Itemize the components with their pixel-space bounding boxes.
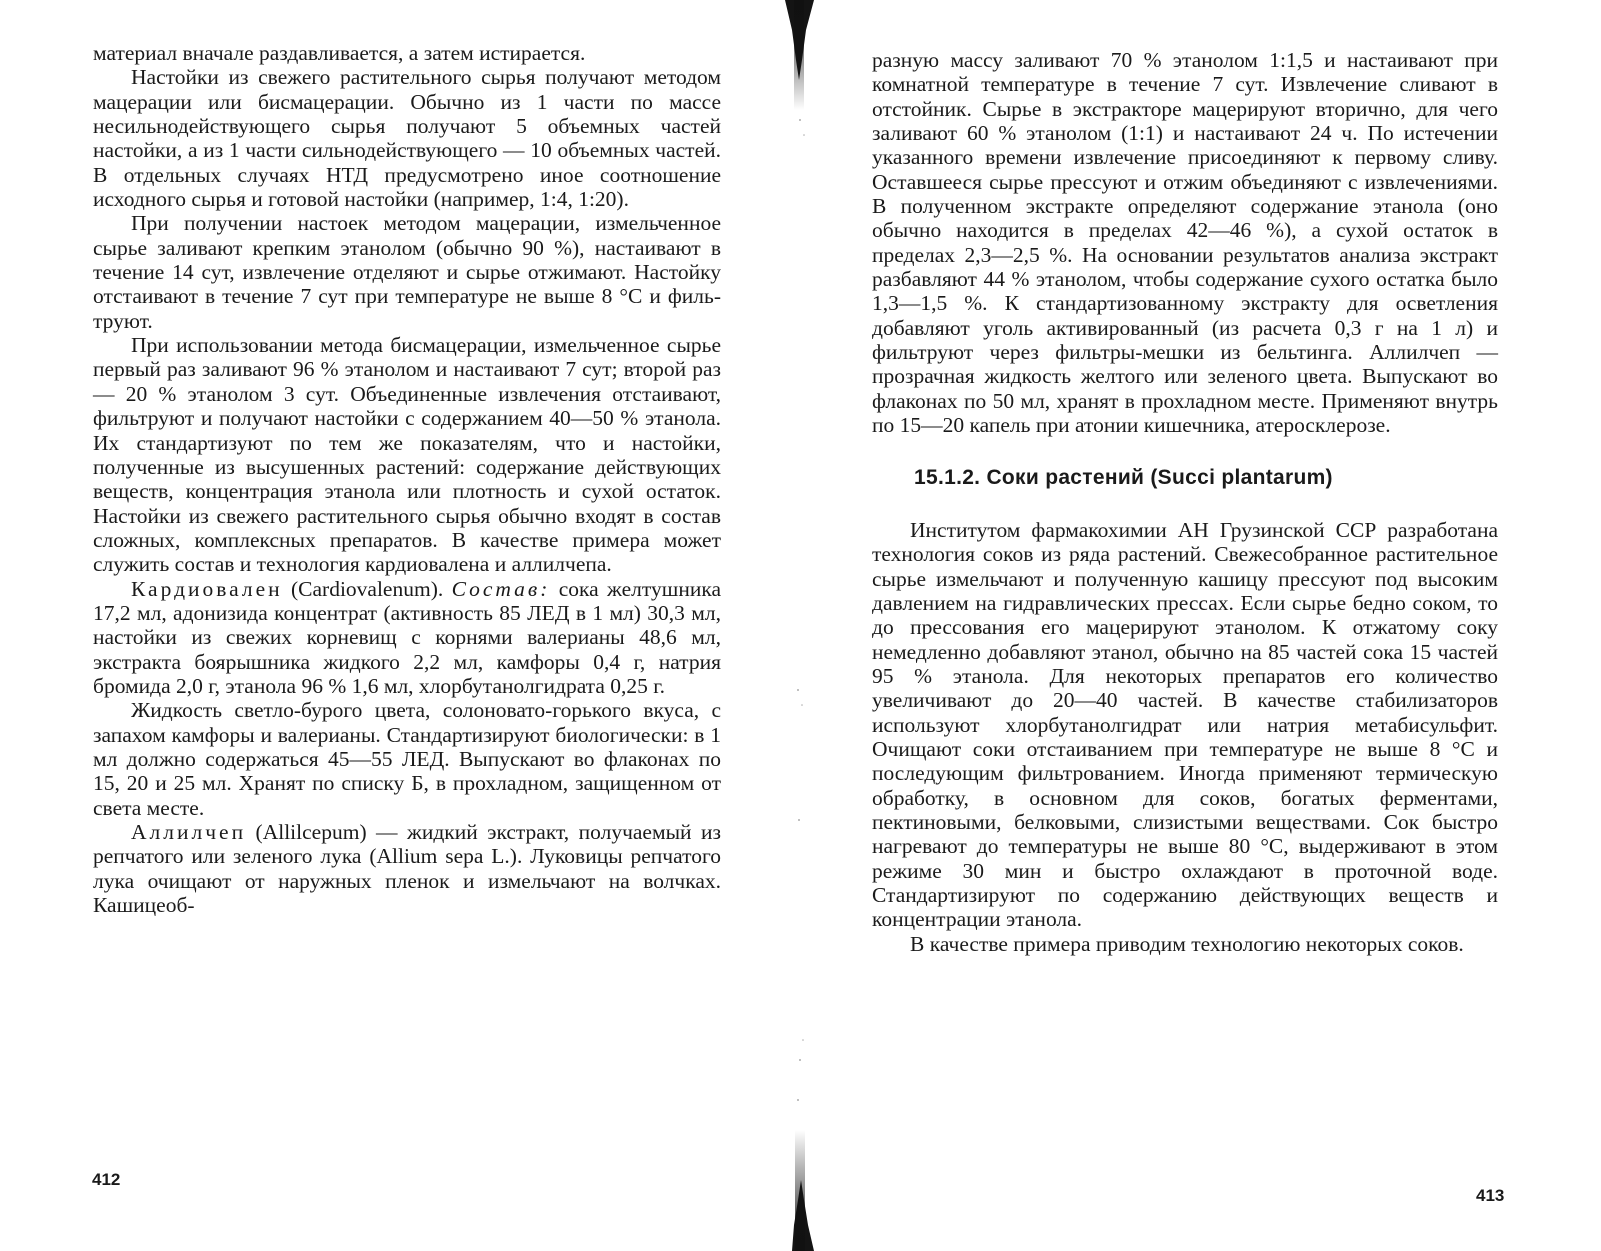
left-paragraph-3: При получении настоек методом мацерации, измельченное сырье заливают крепким этанолом (обычно 90 %), настаивают в течение 14 сут, извлечение отделяют и сырье отжимают. Настойку отстаивают в течение 7 сут при температуре не выше 8 °С и фильтруют.	[93, 211, 721, 333]
book-gutter-shadow	[780, 0, 820, 1251]
cardiovalen-latin: (Cardiovalenum).	[282, 576, 452, 601]
allilcep-term: Аллилчеп	[131, 820, 247, 844]
left-page	[0, 0, 780, 1251]
right-paragraph-2: Институтом фармакохимии АН Грузинской ССР разработана технология соков из ряда растений. Свежесобранное растительное сырье измельчают и полученную кашицу прессуют под высоким давлением на гидравлических прессах. Если сырье бедно соком, то до прессования его мацерируют этанолом. К отжатому соку немедленно добавляют этанол, обычно на 85 частей сока 15 частей 95 % этанола. Для некоторых препаратов его количество увеличивают до 20—40 частей. В качестве стабилизаторов используют хлорбутанолгидрат или натрия метабисульфит. Очищают соки отстаиванием при температуре не выше 8 °С и последующим фильтрованием. Иногда применяют термическую обработку, в основном для соков, богатых ферментами, пектиновыми, белковыми, слизистыми веществами. Сок быстро нагревают до температуры не выше 80 °С, выдерживают в этом режиме 30 мин и быстро охлаждают в проточной воде. Стандартизируют по содержанию действующих веществ и концентрации этанола.	[872, 517, 1498, 932]
composition-label: Состав:	[451, 576, 551, 601]
left-paragraph-6: Жидкость светло-бурого цвета, солоновато-горького вкуса, с запахом камфоры и валерианы. Стандартизируют биологически: в 1 мл должно содержаться 45—55 ЛЕД. Выпускают во флаконах по 15, 20 и 25 мл. Хранят по списку Б, в прохладном, защищенном от света месте.	[93, 698, 721, 820]
right-paragraph-3: В качестве примера приводим технологию некоторых соков.	[910, 931, 1464, 956]
allilcep-paragraph	[93, 820, 721, 917]
cardiovalen-paragraph	[93, 577, 721, 699]
left-paragraph-4: При использовании метода бисмацерации, измельченное сырье первый раз заливают 96 % этанолом и настаивают 7 сут; второй раз — 20 % этанолом 3 сут. Объединенные извлечения отстаивают, фильтруют и получают настойки с содержанием 40—50 % этанола. Их стандартизуют по тем же показателям, что и настойки, полученные из высушенных растений: содержание действующих веществ, концентрация этанола или плотность и сухой остаток. Настойки из свежего растительного сырья обычно входят в состав сложных, комплексных препаратов. В качестве примера может служить состав и технология кардиовалена и аллилчепа.	[93, 333, 721, 577]
left-paragraph-1: материал вначале раздавливается, а затем истирается.	[93, 41, 586, 65]
right-page-text	[872, 48, 1498, 956]
left-page-text	[93, 41, 721, 917]
section-heading: 15.1.2. Соки растений (Succi plantarum)	[914, 465, 1333, 489]
page-number-left: 412	[92, 1170, 121, 1189]
cardiovalen-term: Кардиовален	[131, 576, 283, 601]
page-number-right: 413	[1476, 1186, 1505, 1205]
cardiovalen-composition: сока желтушника 17,2 мл, адонизида концентрат (активность 85 ЛЕД в 1 мл) 30,3 мл, настойки из свежих корневищ с корнями валерианы 48,6 мл, экстракта боярышника жидкого 2,2 мл, камфоры 0,4 г, натрия бромида 2,0 г, этанола 96 % 1,6 мл, хлорбутанолгидрата 0,25 г.	[93, 576, 721, 698]
right-page	[820, 0, 1601, 1251]
right-paragraph-1: разную массу заливают 70 % этанолом 1:1,5 и настаивают при комнатной температуре в течение 7 сут. Извлечение сливают в отстойник. Сырье в экстракторе мацерируют вторично, для чего заливают 60 % этанолом (1:1) и настаивают 24 ч. По истечении указанного времени извлечение присоединяют к первому сливу. Оставшееся сырье прессуют и отжим объединяют с извлечениями. В полученном экстракте определяют содержание этанола (оно обычно находится в пределах 42—46 %), а сухой остаток в пределах 2,3—2,5 %. На основании результатов анализа экстракт разбавляют 44 % этанолом, чтобы содержание сухого остатка было 1,3—1,5 %. К стандартизованному экстракту для осветления добавляют уголь активированный (из расчета 0,3 г на 1 л) и фильтруют через фильтры-мешки из бельтинга. Аллилчеп — прозрачная жидкость желтого или зеленого цвета. Выпускают во флаконах по 50 мл, хранят в прохладном месте. Применяют внутрь по 15—20 капель при атонии кишечника, атеросклерозе.	[872, 48, 1498, 438]
allilcep-text: (Allilcepum) — жидкий экстракт, получаемый из репчатого или зеленого лука (Allium sepa L.). Луковицы репчатого лука очищают от наружных пленок и измельчают на волчках. Кашицеоб-	[93, 820, 721, 918]
left-paragraph-2: Настойки из свежего растительного сырья получают методом мацерации или бисмацерации. Обычно из 1 части по массе несильнодействующего сырья получают 5 объемных частей настойки, а из 1 части сильнодействующего — 10 объемных частей. В отдельных случаях НТД предусмотрено иное соотношение исходного сырья и готовой настойки (например, 1:4, 1:20).	[93, 65, 721, 212]
